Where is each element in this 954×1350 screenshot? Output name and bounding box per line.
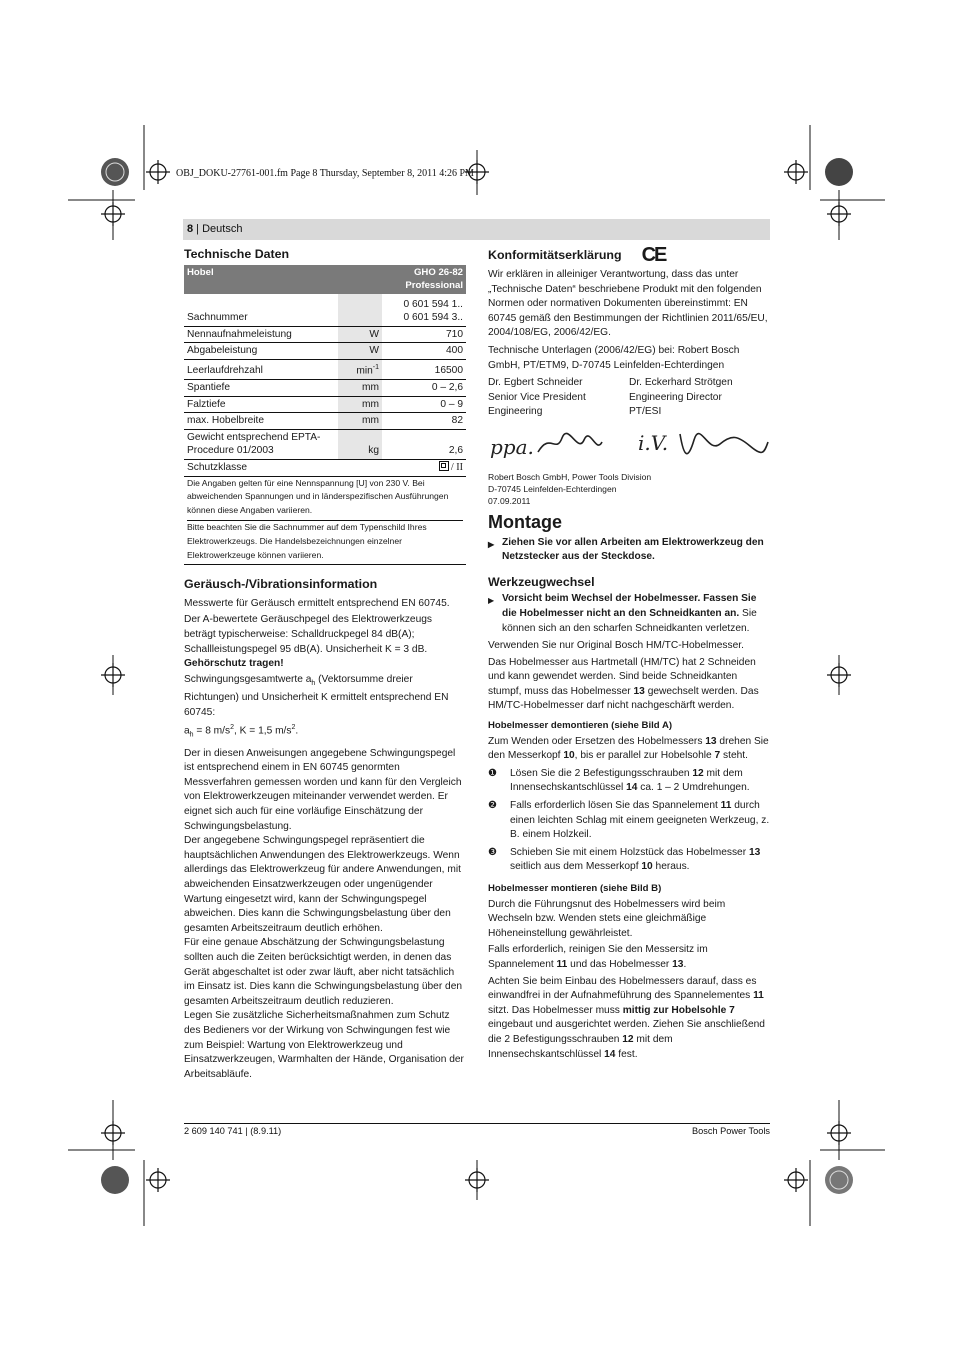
table-note: Die Angaben gelten für eine Nennspannung [U] von 230 V. Bei abweichenden Spannungen und in länderspezifischen Ausführungen können diese Angaben variieren.	[187, 477, 463, 521]
row-value: 82	[382, 413, 466, 430]
safety-warning	[488, 592, 770, 636]
row-label: max. Hobelbreite	[184, 413, 338, 430]
signatories	[488, 376, 770, 420]
model-line: Professional	[405, 280, 463, 292]
text: gewechselt werden. Das HM/TC-Hobelmesser darf nicht nachgeschärft werden.	[488, 685, 759, 712]
text: 13	[705, 735, 717, 747]
text: 13	[672, 958, 684, 970]
article-number-1: 0 601 594 1..	[403, 298, 463, 310]
montage-heading: Montage	[488, 511, 562, 532]
tech-data-table	[184, 265, 466, 476]
table-row	[184, 429, 466, 459]
disassembly-heading: Hobelmesser demontieren (siehe Bild A)	[488, 720, 673, 732]
row-unit	[338, 396, 382, 413]
warning-text: Ziehen Sie vor allen Arbeiten am Elektrowerkzeug den Netzstecker aus der Steckdose.	[502, 536, 764, 563]
text: 14	[626, 782, 638, 794]
row-label: Nennaufnahmeleistung	[184, 326, 338, 343]
unit-text: W	[369, 345, 379, 357]
text: eingebaut und ausgerichtet werden. Ziehen Sie anschließend die 2 Befestigungsschrauben	[488, 1019, 765, 1045]
unit-exponent: -1	[372, 363, 379, 371]
vibration-paragraph: Legen Sie zusätzliche Sicherheitsmaßnahmen zum Schutz des Bedieners vor der Wirkung von Schwingungen fest wie zum Beispiel: Wartung von Elektrowerkzeug und Einsatzwerkzeugen, Warmhalten der Hände, Organisation der Arbeitsabläufe.	[184, 1010, 464, 1080]
signatory-2	[629, 376, 770, 420]
row-value	[382, 459, 466, 475]
triangle-bullet-icon: ▶	[488, 539, 495, 549]
unit-text: min	[356, 365, 373, 377]
row-value: 710	[382, 326, 466, 343]
row-unit	[338, 413, 382, 430]
table-row	[184, 396, 466, 413]
footer-brand: Bosch Power Tools	[692, 1126, 770, 1136]
text: 12	[622, 1033, 634, 1045]
row-value: 400	[382, 343, 466, 360]
signatory-dept: PT/ESI	[629, 406, 662, 418]
text: 13	[748, 846, 761, 858]
assembly-heading: Hobelmesser montieren (siehe Bild B)	[488, 883, 662, 894]
noise-heading: Geräusch-/Vibrationsinformation	[184, 577, 378, 592]
spec-rows	[184, 326, 466, 459]
print-file-header: OBJ_DOKU-27761-001.fm Page 8 Thursday, September 8, 2011 4:26 PM	[176, 168, 474, 179]
text: seitlich aus dem Messerkopf	[510, 861, 642, 873]
footer-doc-number: 2 609 140 741 | (8.9.11)	[184, 1126, 282, 1136]
signatory-dept: Engineering	[488, 406, 543, 418]
row-label: Schutzklasse	[187, 461, 248, 473]
text: mittig zur Hobelsohle 7	[622, 1004, 735, 1016]
signatory-title: Senior Vice President	[488, 391, 586, 403]
unit-text: W	[369, 328, 379, 340]
text: = 8 m/s	[193, 725, 231, 737]
text: a	[184, 725, 190, 737]
row-label: Sachnummer	[184, 294, 338, 327]
noise-paragraph: Der A-bewertete Geräuschpegel des Elektrowerkzeugs beträgt typischerweise: Schalldruckpegel 84 dB(A); Schallleistungspegel 95 dB(A). Unsicherheit K = 3 dB.	[184, 614, 433, 655]
company-line: Robert Bosch GmbH, Power Tools Division	[488, 471, 652, 482]
text: sitzt. Das Hobelmesser muss	[488, 1004, 623, 1016]
table-row	[184, 459, 466, 475]
company-block	[488, 471, 770, 507]
row-unit	[338, 343, 382, 360]
step-item	[488, 767, 770, 796]
language-label: Deutsch	[202, 223, 243, 235]
conformity-heading-row	[488, 244, 770, 266]
text: mit dem Innensechskantschlüssel	[488, 1033, 673, 1060]
row-label: Leerlaufdrehzahl	[184, 359, 338, 379]
table-row	[184, 294, 466, 327]
step-item	[488, 846, 770, 875]
signatory-title: Engineering Director	[629, 391, 722, 403]
text: Falls erforderlich, reinigen Sie den Messersitz im Spannelement	[488, 944, 708, 970]
vibration-paragraph: Der angegebene Schwingungspegel repräsentiert die hauptsächlichen Anwendungen des Elektrowerkzeugs. Wenn allerdings das Elektrowerkzeug für andere Anwendungen, mit abweichenden Einsatzwerkzeugen oder ungenügender Wartung eingesetzt wird, kann der Schwingungspegel abweichen. Dies kann die Schwingungsbelastung über den gesamten Arbeitszeitraum deutlich erhöhen.	[184, 835, 461, 934]
row-unit	[338, 459, 382, 475]
step-number-icon: ❸	[488, 846, 498, 858]
technical-docs-paragraph: Technische Unterlagen (2006/42/EG) bei: Robert Bosch GmbH, PT/ETM9, D-70745 Leinfelden-Echterdingen	[488, 344, 740, 371]
article-number-2: 0 601 594 3..	[403, 312, 463, 324]
text: 12	[692, 767, 704, 779]
row-label: Spantiefe	[184, 379, 338, 396]
signatory-name: Dr. Egbert Schneider	[488, 377, 583, 389]
table-notes	[184, 476, 466, 566]
disassembly-paragraph	[488, 735, 770, 764]
footer-rule	[184, 1123, 770, 1124]
text: Sie können sich an den scharfen Schneidkanten verletzen.	[502, 607, 757, 634]
text: 10	[563, 750, 575, 762]
step-number-icon: ❷	[488, 800, 498, 812]
text: Falls erforderlich lösen Sie das Spannelement	[510, 800, 721, 812]
text: , K = 1,5 m/s	[234, 725, 292, 737]
text: Schwingungsgesamtwerte a	[184, 673, 312, 685]
text: 14	[604, 1048, 616, 1060]
right-column	[488, 244, 770, 1062]
text: ca. 1 – 2 Umdrehungen.	[637, 782, 750, 794]
text: 2	[230, 723, 235, 731]
assembly-paragraph	[488, 943, 770, 972]
row-value: 0 – 2,6	[382, 379, 466, 396]
text: steht.	[720, 750, 748, 762]
text: heraus.	[652, 861, 690, 873]
safety-warning	[488, 536, 770, 565]
left-column	[184, 247, 466, 1082]
step-text	[510, 767, 770, 796]
signature-text: i.V.	[638, 430, 669, 455]
row-unit	[338, 429, 382, 459]
text: 11	[720, 800, 732, 812]
company-line: D-70745 Leinfelden-Echterdingen	[488, 483, 617, 494]
table-row	[184, 413, 466, 430]
row-label: Abgabeleistung	[184, 343, 338, 360]
vibration-paragraph: Für eine genaue Abschätzung der Schwingungsbelastung sollten auch die Zeiten berücksichtigt werden, in denen das Gerät abgeschaltet ist oder zwar läuft, aber nicht tatsächlich im Einsatz ist. Dies kann die Schwingungsbelastung über den gesamten Arbeitszeitraum deutlich reduzieren.	[184, 937, 463, 1007]
text: fest.	[615, 1048, 638, 1060]
conformity-heading: Konformitätserklärung	[488, 247, 622, 262]
signature-date: 07.09.2011	[488, 495, 531, 506]
table-header-row	[184, 265, 466, 294]
table-head-right	[382, 265, 466, 294]
page-header-bar	[183, 219, 770, 240]
text: 7	[714, 750, 721, 762]
conformity-paragraph: Wir erklären in alleiniger Verantwortung, dass das unter „Technische Daten“ beschriebene Produkt mit den folgenden Normen oder normativen Dokumenten übereinstimmt: EN 60745 gemäß den Bestimmungen der Richtlinien 2011/65/EU, 2004/108/EG, 2006/42/EG.	[488, 269, 768, 339]
unit-text: mm	[362, 398, 379, 410]
text: h	[311, 679, 316, 687]
row-unit	[338, 294, 382, 327]
text: Vorsicht beim Wechsel der Hobelmesser. Fassen Sie die Hobelmesser nicht an den Schneidkanten an.	[502, 593, 757, 619]
row-value: 16500	[382, 359, 466, 379]
triangle-bullet-icon: ▶	[488, 596, 495, 606]
model-name: GHO 26-82	[413, 266, 463, 278]
text: 10	[641, 861, 653, 873]
text: 11	[753, 990, 764, 1002]
row-unit	[338, 379, 382, 396]
table-note: Bitte beachten Sie die Sachnummer auf dem Typenschild Ihres Elektrowerkzeugs. Die Handelsbezeichnungen einzelner Elektrowerkzeuge können variieren.	[187, 521, 427, 560]
signatory-name: Dr. Eckerhard Strötgen	[629, 377, 733, 389]
text: (Vektorsumme dreier Richtungen) und Unsicherheit K ermittelt entsprechend EN 60745:	[184, 673, 449, 719]
text: 2	[291, 723, 296, 731]
row-unit	[338, 326, 382, 343]
step-item	[488, 799, 770, 843]
warning-text	[502, 592, 770, 636]
table-row	[184, 326, 466, 343]
vibration-paragraph: Der in diesen Anweisungen angegebene Schwingungspegel ist entsprechend einem in EN 60745 genormten Messverfahren gemessen worden und kann für den Vergleich von Elektrowerkzeugen miteinander verwendet werden. Er eignet sich auch für eine vorläufige Einschätzung der Schwingungsbelastung.	[184, 747, 462, 832]
table-row	[184, 379, 466, 396]
tool-change-paragraph	[488, 656, 770, 714]
noise-paragraph: Messwerte für Geräusch ermittelt entsprechend EN 60745.	[184, 597, 450, 609]
handwritten-signatures	[488, 424, 770, 470]
text: 13	[633, 685, 645, 697]
text: , bis er parallel zur Hobelsohle	[574, 750, 715, 762]
row-label: Falztiefe	[184, 396, 338, 413]
signature-text: ppa.	[490, 434, 534, 459]
table-head-left: Hobel	[184, 265, 382, 294]
text: und das Hobelmesser	[567, 958, 673, 970]
tool-change-heading: Werkzeugwechsel	[488, 574, 595, 589]
step-text	[510, 799, 770, 843]
row-label: Gewicht entsprechend EPTA-Procedure 01/2003	[184, 429, 338, 459]
step-text	[510, 846, 770, 875]
assembly-paragraph: Durch die Führungsnut des Hobelmessers wird beim Wechseln bzw. Wenden stets eine gleichmäßige Höheneinstellung gewährleistet.	[488, 898, 726, 939]
row-value	[382, 294, 466, 327]
text: Zum Wenden oder Ersetzen des Hobelmessers	[488, 735, 706, 747]
table-row	[184, 343, 466, 360]
signatory-1	[488, 376, 629, 420]
unit-text: kg	[368, 445, 379, 457]
text: h	[189, 731, 194, 739]
text: Achten Sie beim Einbau des Hobelmessers darauf, dass es einwandfrei in der Aufnahmeführung des Spannelementes	[488, 975, 757, 1002]
tool-change-paragraph: Verwenden Sie nur Original Bosch HM/TC-Hobelmesser.	[488, 640, 744, 652]
row-value: 2,6	[382, 429, 466, 459]
page-number-language	[187, 223, 242, 235]
step-number-icon: ❶	[488, 767, 498, 779]
text: Das Hobelmesser aus Hartmetall (HM/TC) hat 2 Schneiden und kann gewendet werden. Sind beide Schneidkanten stumpf, muss das Hobelmesser	[488, 656, 756, 697]
page-number: 8	[187, 223, 194, 235]
assembly-paragraph	[488, 975, 770, 1063]
row-value: 0 – 9	[382, 396, 466, 413]
unit-text: mm	[362, 381, 379, 393]
text: mit dem Innensechskantschlüssel	[510, 767, 743, 794]
tech-data-heading: Technische Daten	[184, 247, 290, 261]
text: .	[683, 958, 687, 970]
row-unit	[338, 359, 382, 379]
text: durch einen leichten Schlag mit einem geeigneten Werkzeug, z. B. einem Holzkeil.	[510, 800, 770, 841]
protection-class-value: / II	[450, 461, 463, 473]
ce-mark-icon: CE	[641, 244, 666, 266]
ear-protection-note: Gehörschutz tragen!	[184, 658, 284, 670]
text: Schieben Sie mit einem Holzstück das Hobelmesser	[510, 846, 749, 858]
unit-text: mm	[362, 415, 379, 427]
table-row	[184, 359, 466, 379]
vibration-values	[184, 673, 466, 743]
separator: |	[193, 223, 203, 235]
text: Lösen Sie die 2 Befestigungsschrauben	[510, 767, 693, 779]
text: .	[295, 725, 299, 737]
text: 11	[556, 958, 568, 970]
text: drehen Sie den Messerkopf	[488, 735, 769, 762]
protection-class-icon	[439, 461, 449, 471]
